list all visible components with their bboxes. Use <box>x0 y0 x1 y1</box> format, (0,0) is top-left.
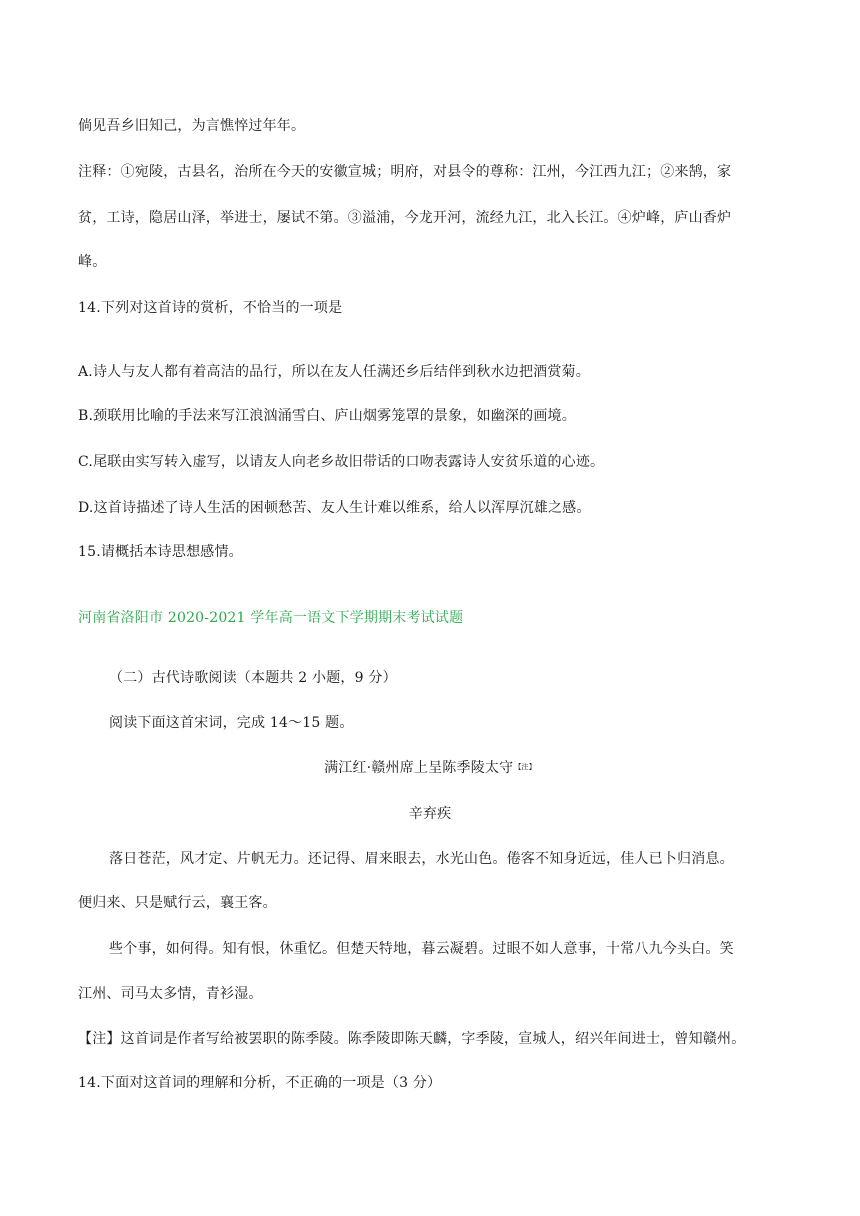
annotation-line-2: 贫，工诗，隐居山泽，举进士，屡试不第。③溢浦，今龙开河，流经九江，北入长江。④炉峰，庐山香炉 <box>78 210 732 226</box>
poem-stanza-1-line-2: 便归来、只是赋行云，襄王客。 <box>78 895 277 911</box>
poem-title-line <box>0 758 860 778</box>
poem-note: 【注】这首词是作者写给被罢职的陈季陵。陈季陵即陈天麟，字季陵，宣城人，绍兴年间进士，曾知赣州。 <box>78 1031 746 1047</box>
option-c: C.尾联由实写转入虚写，以请友人向老乡故旧带话的口吻表露诗人安贫乐道的心迹。 <box>78 454 605 470</box>
section-heading: （二）古代诗歌阅读（本题共 2 小题，9 分） <box>109 670 397 686</box>
reading-instruction: 阅读下面这首宋词，完成 14～15 题。 <box>109 715 354 731</box>
annotation-line-1: 注释：①宛陵，古县名，治所在今天的安徽宣城；明府，对县令的尊称：江州，今江西九江；②来鹄，家 <box>78 164 732 180</box>
source-heading: 河南省洛阳市 2020-2021 学年高一语文下学期期末考试试题 <box>78 610 464 626</box>
poem-stanza-1-line-1: 落日苍茫，风才定、片帆无力。还记得、眉来眼去，水光山色。倦客不知身近远，佳人已卜归消息。 <box>109 851 734 867</box>
question-15: 15.请概括本诗思想感情。 <box>78 544 243 560</box>
poem-stanza-2-line-2: 江州、司马太多情，青衫湿。 <box>78 986 263 1002</box>
option-a: A.诗人与友人都有着高洁的品行，所以在友人任满还乡后结伴到秋水边把酒赏菊。 <box>78 364 590 380</box>
poem-author: 辛弃疾 <box>408 806 452 822</box>
annotation-line-3: 峰。 <box>78 254 107 270</box>
question-14-ci: 14.下面对这首词的理解和分析，不正确的一项是（3 分） <box>78 1075 442 1091</box>
poem-title-note-marker: 【注】 <box>514 763 536 771</box>
question-14: 14.下列对这首诗的赏析，不恰当的一项是 <box>78 300 343 316</box>
poem-stanza-2-line-1: 些个事，如何得。知有恨，休重忆。但楚天特地，暮云凝碧。过眼不如人意事，十常八九今头白。笑 <box>109 941 734 957</box>
option-b: B.颈联用比喻的手法来写江浪汹涌雪白、庐山烟雾笼罩的景象，如幽深的画境。 <box>78 408 576 424</box>
option-d: D.这首诗描述了诗人生活的困顿愁苦、友人生计难以维系，给人以浑厚沉雄之感。 <box>78 500 591 516</box>
poem-title: 满江红·赣州席上呈陈季陵太守 <box>324 760 514 776</box>
poem-closing-line: 倘见吾乡旧知己，为言憔悴过年年。 <box>78 118 306 134</box>
